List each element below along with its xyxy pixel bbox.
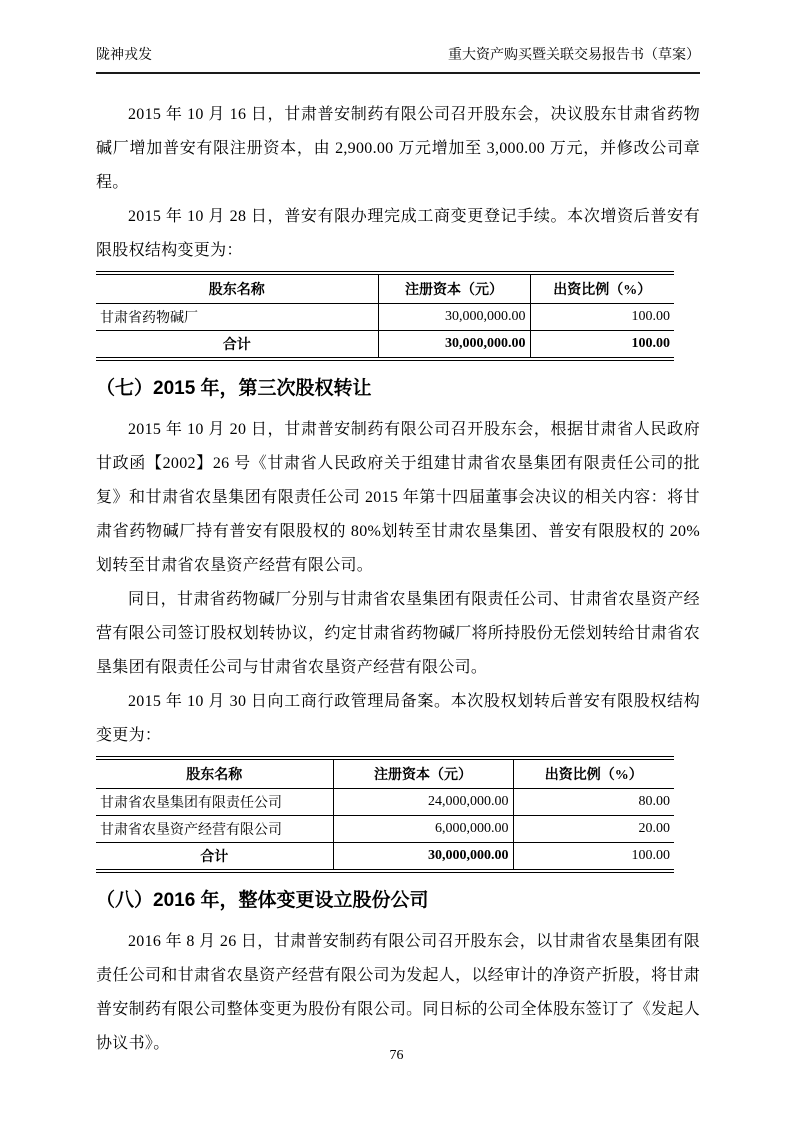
table-total-row xyxy=(96,331,674,360)
paragraph-filing: 2015 年 10 月 30 日向工商行政管理局备案。本次股权划转后普安有限股权结构变更为： xyxy=(96,693,700,744)
header-registered-capital: 注册资本（元） xyxy=(378,273,530,304)
table-row xyxy=(96,304,674,331)
total-capital-cell: 30,000,000.00 xyxy=(378,331,530,360)
total-ratio-cell: 100.00 xyxy=(513,843,674,872)
paragraph-capital-increase: 2015 年 10 月 16 日，甘肃普安制药有限公司召开股东会，决议股东甘肃省药物碱厂增加普安有限注册资本，由 2,900.00 万元增加至 3,000.00 万元，并修改公司章程。 xyxy=(96,106,700,191)
total-label-cell: 合计 xyxy=(222,338,251,353)
header-registered-capital: 注册资本（元） xyxy=(333,758,513,789)
shareholding-table-after-increase xyxy=(96,271,674,361)
doc-full-title: 重大资产购买暨关联交易报告书（草案） xyxy=(448,48,700,63)
paragraph-transfer-decision: 2015 年 10 月 20 日，甘肃普安制药有限公司召开股东会，根据甘肃省人民政府甘政函【2002】26 号《甘肃省人民政府关于组建甘肃省农垦集团有限责任公司的批复》和甘肃省农垦集团有限责任公司 2015 年第十四届董事会决议的相关内容：将甘肃省药物碱厂持有普安有限股权的 80%划转至甘肃农垦集团、普安有限股权的 20%划转至甘肃省农垦资产经营有限公司。 xyxy=(96,421,700,574)
table-header-row xyxy=(96,758,674,789)
section-8-heading: （八）2016 年，整体变更设立股份公司 xyxy=(96,890,429,911)
doc-short-title: 陇神戎发 xyxy=(96,48,152,63)
contribution-ratio-cell: 100.00 xyxy=(530,304,674,331)
shareholder-name-cell: 甘肃省农垦资产经营有限公司 xyxy=(96,816,333,843)
shareholding-table-after-transfer xyxy=(96,756,674,873)
paragraph-registration-change: 2015 年 10 月 28 日，普安有限办理完成工商变更登记手续。本次增资后普安有限股权结构变更为： xyxy=(96,208,700,259)
registered-capital-cell: 30,000,000.00 xyxy=(378,304,530,331)
paragraph-transfer-agreement: 同日，甘肃省药物碱厂分别与甘肃省农垦集团有限责任公司、甘肃省农垦资产经营有限公司签订股权划转协议，约定甘肃省药物碱厂将所持股份无偿划转给甘肃省农垦集团有限责任公司与甘肃省农垦资产经营有限公司。 xyxy=(96,591,700,676)
table-header-row xyxy=(96,273,674,304)
table-row xyxy=(96,789,674,816)
table-total-row xyxy=(96,843,674,872)
registered-capital-cell: 24,000,000.00 xyxy=(333,789,513,816)
header-contribution-ratio: 出资比例（%） xyxy=(513,758,674,789)
page-number: 76 xyxy=(389,1048,404,1063)
page-header xyxy=(96,46,700,74)
total-ratio-cell: 100.00 xyxy=(530,331,674,360)
total-capital-cell: 30,000,000.00 xyxy=(333,843,513,872)
contribution-ratio-cell: 80.00 xyxy=(513,789,674,816)
shareholder-name-cell: 甘肃省农垦集团有限责任公司 xyxy=(96,789,333,816)
registered-capital-cell: 6,000,000.00 xyxy=(333,816,513,843)
header-shareholder-name: 股东名称 xyxy=(96,273,378,304)
table-row xyxy=(96,816,674,843)
section-7-heading: （七）2015 年，第三次股权转让 xyxy=(96,378,372,399)
paragraph-joint-stock: 2016 年 8 月 26 日，甘肃普安制药有限公司召开股东会，以甘肃省农垦集团有限责任公司和甘肃省农垦资产经营有限公司为发起人，以经审计的净资产折股，将甘肃普安制药有限公司整体变更为股份有限公司。同日标的公司全体股东签订了《发起人协议书》。 xyxy=(96,933,700,1052)
total-label-cell: 合计 xyxy=(200,850,229,865)
shareholder-name-cell: 甘肃省药物碱厂 xyxy=(96,304,378,331)
header-shareholder-name: 股东名称 xyxy=(96,758,333,789)
contribution-ratio-cell: 20.00 xyxy=(513,816,674,843)
header-contribution-ratio: 出资比例（%） xyxy=(530,273,674,304)
